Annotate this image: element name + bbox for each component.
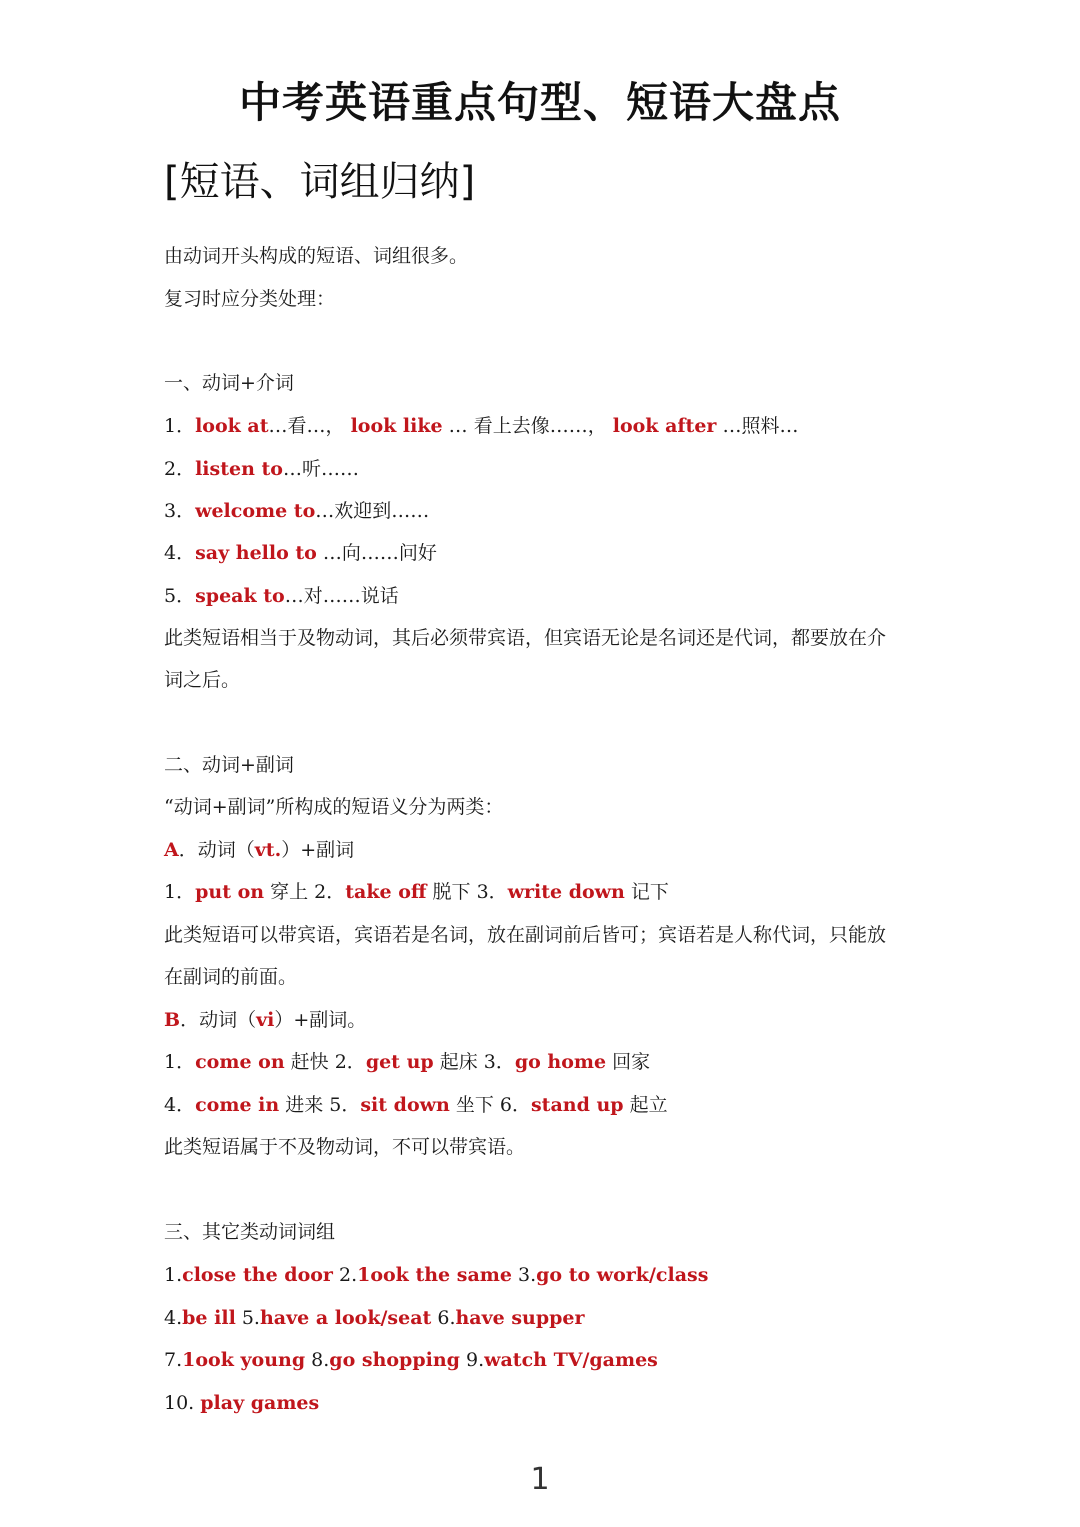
s1-note-line-2: 词之后。 [164,669,241,691]
meaning: 坐下 6． [449,1094,531,1116]
meaning: … 看上去像……， [442,415,613,437]
phrase: stand up [530,1094,624,1116]
page-title: 中考英语重点句型、短语大盘点 [238,78,841,127]
phrase: be ill [182,1307,236,1329]
s2-category-a [164,836,354,864]
s2-b-items-1 [164,1048,650,1076]
s2-a-note-line-1: 此类短语可以带宾语，宾语若是名词，放在副词前后皆可；宾语若是人称代词，只能放 [164,924,887,946]
phrase: put on [195,881,265,903]
s1-item-4 [164,539,437,567]
phrase: have supper [455,1307,585,1329]
item-number: 4． [164,1094,196,1116]
item-number: 1． [164,1051,196,1073]
meaning: …向……问好 [316,542,437,564]
item-number: 3. [511,1264,537,1286]
s2-category-b [164,1006,366,1034]
phrase: play games [200,1392,320,1414]
s1-note-line-1: 此类短语相当于及物动词，其后必须带宾语，但宾语无论是名词还是代词，都要放在介 [164,627,887,649]
category-label: A [164,839,179,861]
meaning: 记下 [624,881,669,903]
item-number: 5. [235,1307,260,1329]
s3-items-2 [164,1304,585,1332]
item-number: 1. [164,1264,183,1286]
intro-line-2: 复习时应分类处理： [164,288,336,310]
meaning: 起立 [623,1094,668,1116]
meaning: 回家 [606,1051,651,1073]
meaning: 脱下 3． [426,881,508,903]
item-number: 7. [164,1349,183,1371]
item-number: 8. [305,1349,330,1371]
s1-item-1 [164,412,798,440]
meaning: …对……说话 [284,585,399,607]
phrase: welcome to [195,500,316,522]
meaning: …欢迎到…… [315,500,430,522]
item-number: 2． [164,458,196,480]
item-number: 2. [332,1264,358,1286]
verb-type: vt. [254,839,282,861]
item-number: 1． [164,415,196,437]
phrase: look at [195,415,269,437]
phrase: watch TV/games [484,1349,658,1371]
phrase: speak to [195,585,285,607]
meaning: 进来 5． [279,1094,361,1116]
category-text: ．动词（ [178,839,255,861]
category-label: B [164,1009,181,1031]
page-number: 1 [530,1462,550,1497]
phrase: look like [350,415,443,437]
phrase: come on [195,1051,285,1073]
s3-items-4 [164,1389,319,1417]
section-3-heading: 三、其它类动词词组 [164,1221,336,1243]
meaning: …听…… [282,458,359,480]
meaning: …照料… [716,415,799,437]
s2-a-note-line-2: 在副词的前面。 [164,966,298,988]
section-2-heading: 二、动词+副词 [164,754,294,776]
phrase: come in [195,1094,280,1116]
meaning: 赶快 2． [284,1051,366,1073]
item-number: 9. [459,1349,485,1371]
phrase: get up [365,1051,434,1073]
category-text: ）+副词。 [274,1009,367,1031]
item-number: 1． [164,881,196,903]
s2-b-items-2 [164,1091,668,1119]
meaning: …看…， [268,415,351,437]
s3-items-3 [164,1346,658,1374]
section-subtitle: [短语、词组归纳] [164,159,476,205]
item-number: 4. [164,1307,183,1329]
phrase: sit down [360,1094,450,1116]
item-number: 3． [164,500,196,522]
phrase: listen to [195,458,283,480]
verb-type: vi [256,1009,275,1031]
phrase: go home [514,1051,607,1073]
item-number: 10. [164,1392,201,1414]
s1-item-5 [164,582,399,610]
section-1-heading: 一、动词+介词 [164,372,294,394]
category-text: ．动词（ [180,1009,257,1031]
category-text: ）+副词 [281,839,355,861]
item-number: 4． [164,542,196,564]
s1-item-3 [164,497,429,525]
s2-description: “动词+副词”所构成的短语义分为两类： [164,796,504,818]
phrase: 1ook young [182,1349,306,1371]
phrase: look after [612,415,717,437]
intro-line-1: 由动词开头构成的短语、词组很多。 [164,245,469,267]
s2-a-items [164,878,669,906]
phrase: write down [507,881,625,903]
phrase: have a look/seat [259,1307,432,1329]
item-number: 6. [431,1307,456,1329]
item-number: 5． [164,585,196,607]
phrase: say hello to [195,542,317,564]
meaning: 穿上 2． [264,881,346,903]
s3-items-1 [164,1261,708,1289]
phrase: go to work/class [536,1264,709,1286]
s1-item-2 [164,455,359,483]
phrase: close the door [182,1264,333,1286]
phrase: take off [345,881,427,903]
s2-b-note: 此类短语属于不及物动词，不可以带宾语。 [164,1136,526,1158]
meaning: 起床 3． [433,1051,515,1073]
phrase: 1ook the same [357,1264,512,1286]
phrase: go shopping [329,1349,460,1371]
